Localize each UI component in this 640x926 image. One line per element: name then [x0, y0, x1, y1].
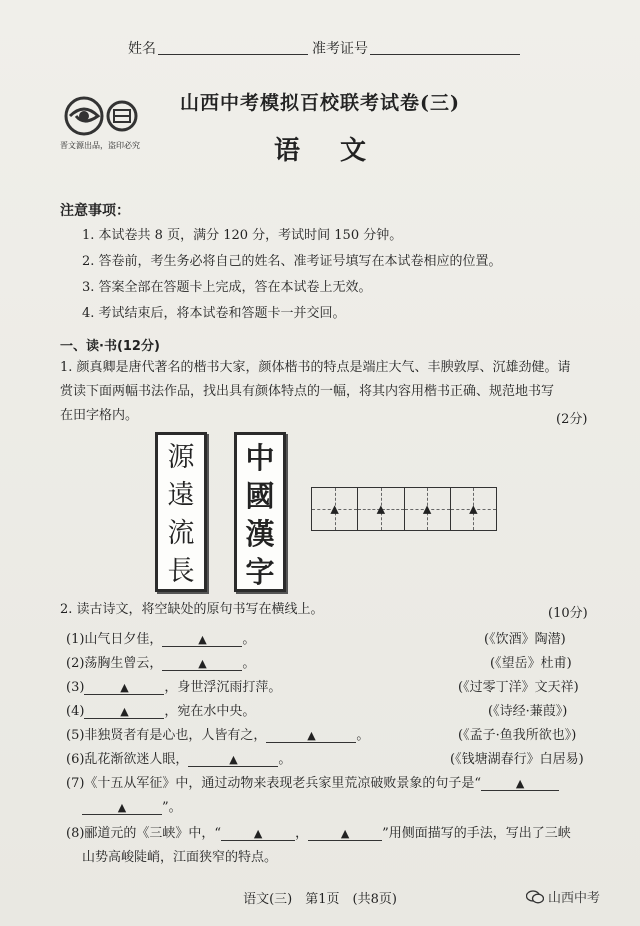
notice-item: 3. 答案全部在答题卡上完成，答在本试卷上无效。	[82, 280, 372, 295]
answer-marker: ▲	[229, 753, 238, 766]
calligraphy-char: 中	[245, 441, 275, 475]
question-2-text: 2. 读古诗文，将空缺处的原句书写在横线上。	[60, 602, 324, 617]
exam-id-field[interactable]	[370, 54, 520, 55]
poem-text: (5)非独贤者有是心也，人皆有之，	[66, 728, 267, 743]
tianzige-grid[interactable]	[311, 487, 497, 531]
poem-source: (《过零丁洋》文天祥)	[458, 680, 579, 695]
answer-blank[interactable]	[162, 657, 242, 671]
exam-id-label: 准考证号	[312, 41, 368, 57]
poem-text: (3)	[66, 680, 85, 695]
watermark-text: 山西中考	[548, 891, 601, 906]
poem-text: (7)《十五从军征》中，通过动物来表现老兵家里荒凉破败景象的句子是“	[66, 776, 482, 791]
answer-marker: ▲	[117, 801, 127, 814]
poem-text: ，宛在水中央。	[164, 704, 256, 719]
answer-marker: ▲	[330, 502, 339, 516]
answer-marker: ▲	[253, 827, 263, 840]
calligraphy-char: 漢	[245, 517, 275, 551]
calligraphy-char: 長	[167, 556, 195, 587]
grid-cell[interactable]	[312, 488, 358, 530]
answer-marker: ▲	[198, 633, 207, 646]
poem-source: (《诗经·蒹葭》)	[488, 704, 568, 719]
answer-blank[interactable]	[84, 705, 164, 719]
poem-line-4	[66, 700, 255, 719]
poem-text: ，身世浮沉雨打萍。	[164, 680, 282, 695]
poem-line-1	[66, 628, 255, 647]
poem-text: ，	[295, 826, 309, 841]
answer-blank[interactable]	[82, 801, 162, 815]
chat-bubble-icon	[526, 890, 544, 904]
answer-marker: ▲	[340, 827, 350, 840]
answer-marker: ▲	[307, 729, 316, 742]
answer-blank[interactable]	[162, 633, 242, 647]
question-1-line: 在田字格内。	[60, 408, 139, 423]
answer-blank[interactable]	[481, 777, 559, 791]
poem-line-8-cont: 山势高峻陡峭，江面狭窄的特点。	[82, 850, 278, 865]
grid-cell[interactable]	[405, 488, 451, 530]
poem-text: (2)荡胸生曾云，	[66, 656, 163, 671]
notice-heading: 注意事项：	[60, 203, 130, 219]
poem-text: ”用侧面描写的手法，写出了三峡	[382, 826, 571, 841]
answer-blank[interactable]	[188, 753, 278, 767]
calligraphy-work-b	[234, 432, 286, 592]
answer-blank[interactable]	[84, 681, 164, 695]
answer-marker: ▲	[515, 777, 525, 790]
calligraphy-char: 源	[167, 442, 195, 473]
poem-line-5	[66, 724, 369, 743]
watermark	[526, 887, 600, 906]
poem-text: 。	[242, 632, 256, 647]
poem-line-6	[66, 748, 291, 767]
answer-blank[interactable]	[221, 827, 295, 841]
page-footer: 语文(三) 第1页 (共8页)	[243, 892, 397, 907]
answer-marker: ▲	[198, 657, 207, 670]
poem-line-7-cont	[82, 796, 182, 815]
notice-item: 4. 考试结束后，将本试卷和答题卡一并交回。	[82, 306, 346, 321]
exam-title: 山西中考模拟百校联考试卷(三)	[180, 92, 460, 114]
poem-line-3	[66, 676, 281, 695]
section-heading: 一、读·书(12分)	[60, 339, 160, 354]
grid-cell[interactable]	[451, 488, 496, 530]
poem-text: (4)	[66, 704, 85, 719]
calligraphy-char: 遠	[167, 480, 195, 511]
question-1-line: 赏读下面两幅书法作品，找出具有颜体特点的一幅，将其内容用楷书正确、规范地书写	[60, 384, 555, 399]
poem-source: (《饮酒》陶潜)	[484, 632, 566, 647]
poem-line-7	[66, 772, 559, 791]
poem-text: 。	[356, 728, 370, 743]
poem-text: (8)郦道元的《三峡》中，“	[66, 826, 222, 841]
calligraphy-char: 字	[245, 555, 275, 589]
poem-text: (6)乱花渐欲迷人眼，	[66, 752, 189, 767]
grid-cell[interactable]	[358, 488, 404, 530]
question-2-score: (10分)	[548, 606, 588, 621]
poem-line-8	[66, 822, 571, 841]
logo-caption: 晋文源出品，盗印必究	[60, 141, 140, 150]
answer-marker: ▲	[120, 681, 129, 694]
name-label: 姓名	[128, 41, 156, 57]
poem-source: (《孟子·鱼我所欲也》)	[458, 728, 577, 743]
poem-text: ”。	[162, 800, 182, 815]
answer-blank[interactable]	[266, 729, 356, 743]
answer-marker: ▲	[469, 502, 478, 516]
poem-source: (《钱塘湖春行》白居易)	[450, 752, 584, 767]
calligraphy-work-a	[155, 432, 207, 592]
poem-text: 。	[278, 752, 292, 767]
question-1-line: 1. 颜真卿是唐代著名的楷书大家，颜体楷书的特点是端庄大气、丰腴敦厚、沉雄劲健。请	[60, 360, 571, 375]
poem-source: (《望岳》杜甫)	[490, 656, 572, 671]
name-field[interactable]	[158, 54, 308, 55]
question-1-score: (2分)	[556, 412, 588, 427]
notice-item: 2. 答卷前，考生务必将自己的姓名、准考证号填写在本试卷相应的位置。	[82, 254, 502, 269]
poem-text: 。	[242, 656, 256, 671]
answer-blank[interactable]	[308, 827, 382, 841]
subject-title: 语文	[273, 136, 406, 166]
answer-marker: ▲	[120, 705, 129, 718]
notice-item: 1. 本试卷共 8 页，满分 120 分，考试时间 150 分钟。	[82, 228, 403, 243]
answer-marker: ▲	[376, 502, 386, 516]
poem-text: (1)山气日夕佳，	[66, 632, 163, 647]
calligraphy-char: 流	[167, 518, 195, 549]
calligraphy-char: 國	[245, 479, 275, 513]
answer-marker: ▲	[422, 502, 432, 516]
poem-line-2	[66, 652, 255, 671]
